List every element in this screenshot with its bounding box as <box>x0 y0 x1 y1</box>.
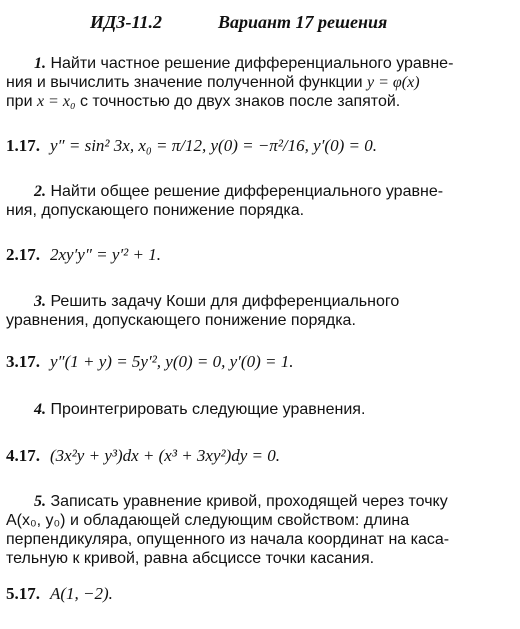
task-5-statement: 5. Записать уравнение кривой, проходящей через точку A(x₀, y₀) и обладающей следующим свойством: длина перпендикуляра, опущенного из начала координат на каса- тельную к кривой, равна абсциссе точки касания. <box>6 493 450 567</box>
task-3-statement: 3. Решить задачу Коши для дифференциального уравнения, допускающего понижение порядка. <box>6 293 400 329</box>
task-3-formula <box>6 352 512 372</box>
task-2-formula <box>6 245 512 265</box>
task-code: 4.17. <box>6 446 40 465</box>
task-code: 5.17. <box>6 584 40 603</box>
task-code: 3.17. <box>6 352 40 371</box>
formula-expression: 2xy′y″ = y′² + 1. <box>50 245 161 264</box>
task-code: 2.17. <box>6 245 40 264</box>
task-1-statement: 1. Найти частное решение дифференциального уравне- ния и вычислить значение полученной функции y = φ(x) при x = x₀ с точностью до двух знаков после запятой. <box>6 55 454 110</box>
formula-expression: A(1, −2). <box>50 584 113 603</box>
formula-expression: y″(1 + y) = 5y′², y(0) = 0, y′(0) = 1. <box>50 352 294 371</box>
task-code: 1.17. <box>6 136 40 155</box>
formula-expression: (3x²y + y³)dx + (x³ + 3xy²)dy = 0. <box>50 446 281 465</box>
task-5-formula <box>6 584 512 604</box>
task-4-statement: 4. Проинтегрировать следующие уравнения. <box>34 401 366 418</box>
task-4-formula <box>6 446 512 466</box>
document-title: ИДЗ-11.2 <box>90 12 162 32</box>
variant-label: Вариант 17 решения <box>218 12 388 32</box>
task-1-formula <box>6 136 512 156</box>
formula-expression: y″ = sin² 3x, x₀ = π/12, y(0) = −π²/16, y′(0) = 0. <box>50 136 377 155</box>
task-2-statement: 2. Найти общее решение дифференциального уравне- ния, допускающего понижение порядка. <box>6 183 444 219</box>
